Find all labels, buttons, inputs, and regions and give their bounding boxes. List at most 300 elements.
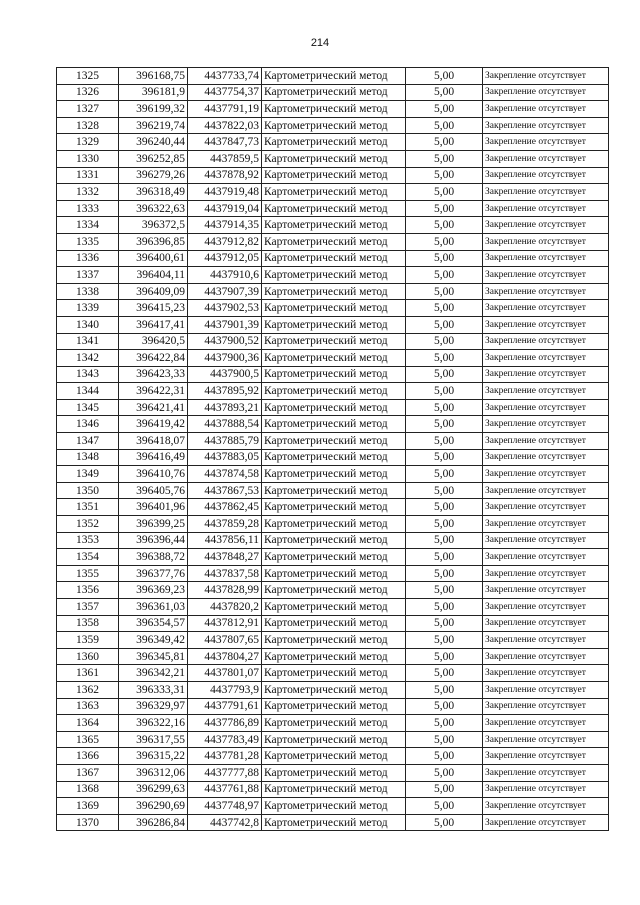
method-cell: Картометрический метод bbox=[262, 532, 406, 549]
table-row bbox=[57, 150, 609, 167]
y-coordinate-cell: 4437847,73 bbox=[188, 134, 262, 151]
method-cell: Картометрический метод bbox=[262, 599, 406, 616]
y-coordinate-cell: 4437761,88 bbox=[188, 781, 262, 798]
x-coordinate-cell: 396318,49 bbox=[119, 184, 188, 201]
x-coordinate-cell: 396409,09 bbox=[119, 283, 188, 300]
point-number-cell: 1367 bbox=[57, 764, 119, 781]
method-cell: Картометрический метод bbox=[262, 184, 406, 201]
fixing-cell: Закрепление отсутствует bbox=[483, 167, 609, 184]
x-coordinate-cell: 396399,25 bbox=[119, 516, 188, 533]
table-row bbox=[57, 599, 609, 616]
y-coordinate-cell: 4437893,21 bbox=[188, 399, 262, 416]
y-coordinate-cell: 4437900,5 bbox=[188, 366, 262, 383]
point-number-cell: 1339 bbox=[57, 300, 119, 317]
x-coordinate-cell: 396418,07 bbox=[119, 433, 188, 450]
point-number-cell: 1326 bbox=[57, 84, 119, 101]
method-cell: Картометрический метод bbox=[262, 731, 406, 748]
x-coordinate-cell: 396342,21 bbox=[119, 665, 188, 682]
error-cell: 5,00 bbox=[406, 449, 483, 466]
method-cell: Картометрический метод bbox=[262, 715, 406, 732]
fixing-cell: Закрепление отсутствует bbox=[483, 68, 609, 85]
y-coordinate-cell: 4437742,8 bbox=[188, 814, 262, 831]
point-number-cell: 1353 bbox=[57, 532, 119, 549]
method-cell: Картометрический метод bbox=[262, 781, 406, 798]
error-cell: 5,00 bbox=[406, 333, 483, 350]
method-cell: Картометрический метод bbox=[262, 316, 406, 333]
method-cell: Картометрический метод bbox=[262, 582, 406, 599]
point-number-cell: 1345 bbox=[57, 399, 119, 416]
fixing-cell: Закрепление отсутствует bbox=[483, 150, 609, 167]
y-coordinate-cell: 4437888,54 bbox=[188, 416, 262, 433]
table-row bbox=[57, 615, 609, 632]
error-cell: 5,00 bbox=[406, 565, 483, 582]
error-cell: 5,00 bbox=[406, 781, 483, 798]
table-row bbox=[57, 399, 609, 416]
method-cell: Картометрический метод bbox=[262, 681, 406, 698]
fixing-cell: Закрепление отсутствует bbox=[483, 781, 609, 798]
method-cell: Картометрический метод bbox=[262, 433, 406, 450]
error-cell: 5,00 bbox=[406, 250, 483, 267]
y-coordinate-cell: 4437919,04 bbox=[188, 200, 262, 217]
table-row bbox=[57, 333, 609, 350]
table-row bbox=[57, 731, 609, 748]
fixing-cell: Закрепление отсутствует bbox=[483, 449, 609, 466]
method-cell: Картометрический метод bbox=[262, 748, 406, 765]
point-number-cell: 1365 bbox=[57, 731, 119, 748]
x-coordinate-cell: 396396,44 bbox=[119, 532, 188, 549]
x-coordinate-cell: 396168,75 bbox=[119, 68, 188, 85]
method-cell: Картометрический метод bbox=[262, 217, 406, 234]
y-coordinate-cell: 4437822,03 bbox=[188, 117, 262, 134]
fixing-cell: Закрепление отсутствует bbox=[483, 117, 609, 134]
table-row bbox=[57, 383, 609, 400]
error-cell: 5,00 bbox=[406, 632, 483, 649]
fixing-cell: Закрепление отсутствует bbox=[483, 565, 609, 582]
table-row bbox=[57, 715, 609, 732]
fixing-cell: Закрепление отсутствует bbox=[483, 383, 609, 400]
y-coordinate-cell: 4437912,82 bbox=[188, 233, 262, 250]
method-cell: Картометрический метод bbox=[262, 134, 406, 151]
y-coordinate-cell: 4437791,61 bbox=[188, 698, 262, 715]
point-number-cell: 1366 bbox=[57, 748, 119, 765]
x-coordinate-cell: 396401,96 bbox=[119, 499, 188, 516]
method-cell: Картометрический метод bbox=[262, 764, 406, 781]
fixing-cell: Закрепление отсутствует bbox=[483, 549, 609, 566]
table-row bbox=[57, 814, 609, 831]
x-coordinate-cell: 396361,03 bbox=[119, 599, 188, 616]
method-cell: Картометрический метод bbox=[262, 283, 406, 300]
x-coordinate-cell: 396404,11 bbox=[119, 267, 188, 284]
y-coordinate-cell: 4437856,11 bbox=[188, 532, 262, 549]
fixing-cell: Закрепление отсутствует bbox=[483, 632, 609, 649]
point-number-cell: 1346 bbox=[57, 416, 119, 433]
error-cell: 5,00 bbox=[406, 798, 483, 815]
table-row bbox=[57, 366, 609, 383]
table-row bbox=[57, 300, 609, 317]
method-cell: Картометрический метод bbox=[262, 399, 406, 416]
fixing-cell: Закрепление отсутствует bbox=[483, 764, 609, 781]
table-row bbox=[57, 681, 609, 698]
x-coordinate-cell: 396329,97 bbox=[119, 698, 188, 715]
method-cell: Картометрический метод bbox=[262, 150, 406, 167]
point-number-cell: 1350 bbox=[57, 482, 119, 499]
error-cell: 5,00 bbox=[406, 582, 483, 599]
x-coordinate-cell: 396405,76 bbox=[119, 482, 188, 499]
fixing-cell: Закрепление отсутствует bbox=[483, 250, 609, 267]
fixing-cell: Закрепление отсутствует bbox=[483, 200, 609, 217]
page-number: 214 bbox=[310, 37, 330, 49]
point-number-cell: 1355 bbox=[57, 565, 119, 582]
x-coordinate-cell: 396199,32 bbox=[119, 101, 188, 118]
error-cell: 5,00 bbox=[406, 549, 483, 566]
x-coordinate-cell: 396181,9 bbox=[119, 84, 188, 101]
y-coordinate-cell: 4437878,92 bbox=[188, 167, 262, 184]
y-coordinate-cell: 4437733,74 bbox=[188, 68, 262, 85]
point-number-cell: 1336 bbox=[57, 250, 119, 267]
error-cell: 5,00 bbox=[406, 233, 483, 250]
table-row bbox=[57, 549, 609, 566]
y-coordinate-cell: 4437820,2 bbox=[188, 599, 262, 616]
y-coordinate-cell: 4437801,07 bbox=[188, 665, 262, 682]
method-cell: Картометрический метод bbox=[262, 615, 406, 632]
point-number-cell: 1368 bbox=[57, 781, 119, 798]
error-cell: 5,00 bbox=[406, 84, 483, 101]
method-cell: Картометрический метод bbox=[262, 648, 406, 665]
table-row bbox=[57, 167, 609, 184]
x-coordinate-cell: 396422,31 bbox=[119, 383, 188, 400]
method-cell: Картометрический метод bbox=[262, 366, 406, 383]
method-cell: Картометрический метод bbox=[262, 267, 406, 284]
point-number-cell: 1331 bbox=[57, 167, 119, 184]
method-cell: Картометрический метод bbox=[262, 167, 406, 184]
x-coordinate-cell: 396219,74 bbox=[119, 117, 188, 134]
point-number-cell: 1359 bbox=[57, 632, 119, 649]
point-number-cell: 1329 bbox=[57, 134, 119, 151]
point-number-cell: 1343 bbox=[57, 366, 119, 383]
point-number-cell: 1364 bbox=[57, 715, 119, 732]
point-number-cell: 1361 bbox=[57, 665, 119, 682]
fixing-cell: Закрепление отсутствует bbox=[483, 466, 609, 483]
method-cell: Картометрический метод bbox=[262, 200, 406, 217]
x-coordinate-cell: 396422,84 bbox=[119, 350, 188, 367]
y-coordinate-cell: 4437791,19 bbox=[188, 101, 262, 118]
table-row bbox=[57, 781, 609, 798]
fixing-cell: Закрепление отсутствует bbox=[483, 399, 609, 416]
x-coordinate-cell: 396416,49 bbox=[119, 449, 188, 466]
point-number-cell: 1341 bbox=[57, 333, 119, 350]
error-cell: 5,00 bbox=[406, 482, 483, 499]
fixing-cell: Закрепление отсутствует bbox=[483, 316, 609, 333]
y-coordinate-cell: 4437804,27 bbox=[188, 648, 262, 665]
x-coordinate-cell: 396299,63 bbox=[119, 781, 188, 798]
point-number-cell: 1330 bbox=[57, 150, 119, 167]
coordinates-table bbox=[56, 67, 609, 831]
error-cell: 5,00 bbox=[406, 731, 483, 748]
table-row bbox=[57, 267, 609, 284]
table-row bbox=[57, 532, 609, 549]
x-coordinate-cell: 396372,5 bbox=[119, 217, 188, 234]
y-coordinate-cell: 4437907,39 bbox=[188, 283, 262, 300]
x-coordinate-cell: 396240,44 bbox=[119, 134, 188, 151]
point-number-cell: 1344 bbox=[57, 383, 119, 400]
table-row bbox=[57, 200, 609, 217]
fixing-cell: Закрепление отсутствует bbox=[483, 715, 609, 732]
table-row bbox=[57, 350, 609, 367]
table-row bbox=[57, 582, 609, 599]
fixing-cell: Закрепление отсутствует bbox=[483, 416, 609, 433]
fixing-cell: Закрепление отсутствует bbox=[483, 615, 609, 632]
table-row bbox=[57, 748, 609, 765]
y-coordinate-cell: 4437859,5 bbox=[188, 150, 262, 167]
error-cell: 5,00 bbox=[406, 516, 483, 533]
method-cell: Картометрический метод bbox=[262, 68, 406, 85]
point-number-cell: 1369 bbox=[57, 798, 119, 815]
table-row bbox=[57, 499, 609, 516]
point-number-cell: 1349 bbox=[57, 466, 119, 483]
point-number-cell: 1334 bbox=[57, 217, 119, 234]
error-cell: 5,00 bbox=[406, 350, 483, 367]
method-cell: Картометрический метод bbox=[262, 416, 406, 433]
y-coordinate-cell: 4437901,39 bbox=[188, 316, 262, 333]
method-cell: Картометрический метод bbox=[262, 798, 406, 815]
point-number-cell: 1338 bbox=[57, 283, 119, 300]
error-cell: 5,00 bbox=[406, 101, 483, 118]
fixing-cell: Закрепление отсутствует bbox=[483, 300, 609, 317]
fixing-cell: Закрепление отсутствует bbox=[483, 233, 609, 250]
fixing-cell: Закрепление отсутствует bbox=[483, 582, 609, 599]
error-cell: 5,00 bbox=[406, 167, 483, 184]
x-coordinate-cell: 396420,5 bbox=[119, 333, 188, 350]
error-cell: 5,00 bbox=[406, 217, 483, 234]
x-coordinate-cell: 396317,55 bbox=[119, 731, 188, 748]
error-cell: 5,00 bbox=[406, 283, 483, 300]
x-coordinate-cell: 396333,31 bbox=[119, 681, 188, 698]
error-cell: 5,00 bbox=[406, 267, 483, 284]
method-cell: Картометрический метод bbox=[262, 565, 406, 582]
fixing-cell: Закрепление отсутствует bbox=[483, 814, 609, 831]
y-coordinate-cell: 4437859,28 bbox=[188, 516, 262, 533]
fixing-cell: Закрепление отсутствует bbox=[483, 350, 609, 367]
method-cell: Картометрический метод bbox=[262, 632, 406, 649]
table-row bbox=[57, 217, 609, 234]
x-coordinate-cell: 396290,69 bbox=[119, 798, 188, 815]
error-cell: 5,00 bbox=[406, 316, 483, 333]
y-coordinate-cell: 4437777,88 bbox=[188, 764, 262, 781]
x-coordinate-cell: 396369,23 bbox=[119, 582, 188, 599]
point-number-cell: 1362 bbox=[57, 681, 119, 698]
point-number-cell: 1356 bbox=[57, 582, 119, 599]
y-coordinate-cell: 4437910,6 bbox=[188, 267, 262, 284]
fixing-cell: Закрепление отсутствует bbox=[483, 184, 609, 201]
fixing-cell: Закрепление отсутствует bbox=[483, 798, 609, 815]
table-row bbox=[57, 283, 609, 300]
fixing-cell: Закрепление отсутствует bbox=[483, 101, 609, 118]
point-number-cell: 1357 bbox=[57, 599, 119, 616]
y-coordinate-cell: 4437793,9 bbox=[188, 681, 262, 698]
point-number-cell: 1358 bbox=[57, 615, 119, 632]
table-row bbox=[57, 764, 609, 781]
table-row bbox=[57, 416, 609, 433]
error-cell: 5,00 bbox=[406, 681, 483, 698]
method-cell: Картометрический метод bbox=[262, 233, 406, 250]
fixing-cell: Закрепление отсутствует bbox=[483, 217, 609, 234]
y-coordinate-cell: 4437754,37 bbox=[188, 84, 262, 101]
x-coordinate-cell: 396312,06 bbox=[119, 764, 188, 781]
error-cell: 5,00 bbox=[406, 764, 483, 781]
method-cell: Картометрический метод bbox=[262, 499, 406, 516]
y-coordinate-cell: 4437837,58 bbox=[188, 565, 262, 582]
x-coordinate-cell: 396315,22 bbox=[119, 748, 188, 765]
x-coordinate-cell: 396400,61 bbox=[119, 250, 188, 267]
table-row bbox=[57, 68, 609, 85]
y-coordinate-cell: 4437883,05 bbox=[188, 449, 262, 466]
y-coordinate-cell: 4437902,53 bbox=[188, 300, 262, 317]
x-coordinate-cell: 396286,84 bbox=[119, 814, 188, 831]
method-cell: Картометрический метод bbox=[262, 549, 406, 566]
error-cell: 5,00 bbox=[406, 748, 483, 765]
y-coordinate-cell: 4437900,36 bbox=[188, 350, 262, 367]
fixing-cell: Закрепление отсутствует bbox=[483, 267, 609, 284]
error-cell: 5,00 bbox=[406, 814, 483, 831]
error-cell: 5,00 bbox=[406, 615, 483, 632]
y-coordinate-cell: 4437912,05 bbox=[188, 250, 262, 267]
y-coordinate-cell: 4437862,45 bbox=[188, 499, 262, 516]
fixing-cell: Закрепление отсутствует bbox=[483, 516, 609, 533]
point-number-cell: 1363 bbox=[57, 698, 119, 715]
error-cell: 5,00 bbox=[406, 416, 483, 433]
error-cell: 5,00 bbox=[406, 499, 483, 516]
point-number-cell: 1337 bbox=[57, 267, 119, 284]
x-coordinate-cell: 396396,85 bbox=[119, 233, 188, 250]
y-coordinate-cell: 4437807,65 bbox=[188, 632, 262, 649]
method-cell: Картометрический метод bbox=[262, 101, 406, 118]
x-coordinate-cell: 396279,26 bbox=[119, 167, 188, 184]
method-cell: Картометрический метод bbox=[262, 333, 406, 350]
table-row bbox=[57, 250, 609, 267]
x-coordinate-cell: 396423,33 bbox=[119, 366, 188, 383]
x-coordinate-cell: 396417,41 bbox=[119, 316, 188, 333]
x-coordinate-cell: 396415,23 bbox=[119, 300, 188, 317]
table-row bbox=[57, 632, 609, 649]
y-coordinate-cell: 4437914,35 bbox=[188, 217, 262, 234]
y-coordinate-cell: 4437783,49 bbox=[188, 731, 262, 748]
method-cell: Картометрический метод bbox=[262, 300, 406, 317]
point-number-cell: 1351 bbox=[57, 499, 119, 516]
error-cell: 5,00 bbox=[406, 648, 483, 665]
method-cell: Картометрический метод bbox=[262, 449, 406, 466]
point-number-cell: 1370 bbox=[57, 814, 119, 831]
point-number-cell: 1360 bbox=[57, 648, 119, 665]
point-number-cell: 1347 bbox=[57, 433, 119, 450]
x-coordinate-cell: 396354,57 bbox=[119, 615, 188, 632]
x-coordinate-cell: 396252,85 bbox=[119, 150, 188, 167]
method-cell: Картометрический метод bbox=[262, 814, 406, 831]
method-cell: Картометрический метод bbox=[262, 250, 406, 267]
point-number-cell: 1327 bbox=[57, 101, 119, 118]
error-cell: 5,00 bbox=[406, 665, 483, 682]
point-number-cell: 1354 bbox=[57, 549, 119, 566]
table-row bbox=[57, 84, 609, 101]
fixing-cell: Закрепление отсутствует bbox=[483, 599, 609, 616]
table-row bbox=[57, 482, 609, 499]
fixing-cell: Закрепление отсутствует bbox=[483, 366, 609, 383]
method-cell: Картометрический метод bbox=[262, 698, 406, 715]
table-row bbox=[57, 449, 609, 466]
table-row bbox=[57, 316, 609, 333]
method-cell: Картометрический метод bbox=[262, 117, 406, 134]
table-row bbox=[57, 433, 609, 450]
point-number-cell: 1332 bbox=[57, 184, 119, 201]
error-cell: 5,00 bbox=[406, 366, 483, 383]
y-coordinate-cell: 4437781,28 bbox=[188, 748, 262, 765]
error-cell: 5,00 bbox=[406, 184, 483, 201]
y-coordinate-cell: 4437867,53 bbox=[188, 482, 262, 499]
fixing-cell: Закрепление отсутствует bbox=[483, 333, 609, 350]
fixing-cell: Закрепление отсутствует bbox=[483, 698, 609, 715]
error-cell: 5,00 bbox=[406, 433, 483, 450]
fixing-cell: Закрепление отсутствует bbox=[483, 748, 609, 765]
point-number-cell: 1333 bbox=[57, 200, 119, 217]
point-number-cell: 1352 bbox=[57, 516, 119, 533]
y-coordinate-cell: 4437828,99 bbox=[188, 582, 262, 599]
table-row bbox=[57, 466, 609, 483]
x-coordinate-cell: 396421,41 bbox=[119, 399, 188, 416]
y-coordinate-cell: 4437812,91 bbox=[188, 615, 262, 632]
point-number-cell: 1340 bbox=[57, 316, 119, 333]
table-row bbox=[57, 233, 609, 250]
y-coordinate-cell: 4437895,92 bbox=[188, 383, 262, 400]
error-cell: 5,00 bbox=[406, 200, 483, 217]
table-row bbox=[57, 117, 609, 134]
table-row bbox=[57, 798, 609, 815]
method-cell: Картометрический метод bbox=[262, 482, 406, 499]
table-row bbox=[57, 184, 609, 201]
error-cell: 5,00 bbox=[406, 399, 483, 416]
error-cell: 5,00 bbox=[406, 300, 483, 317]
x-coordinate-cell: 396388,72 bbox=[119, 549, 188, 566]
table-row bbox=[57, 648, 609, 665]
fixing-cell: Закрепление отсутствует bbox=[483, 283, 609, 300]
error-cell: 5,00 bbox=[406, 150, 483, 167]
table-row bbox=[57, 665, 609, 682]
fixing-cell: Закрепление отсутствует bbox=[483, 665, 609, 682]
table-row bbox=[57, 698, 609, 715]
method-cell: Картометрический метод bbox=[262, 665, 406, 682]
y-coordinate-cell: 4437885,79 bbox=[188, 433, 262, 450]
y-coordinate-cell: 4437874,58 bbox=[188, 466, 262, 483]
fixing-cell: Закрепление отсутствует bbox=[483, 84, 609, 101]
y-coordinate-cell: 4437748,97 bbox=[188, 798, 262, 815]
y-coordinate-cell: 4437900,52 bbox=[188, 333, 262, 350]
error-cell: 5,00 bbox=[406, 532, 483, 549]
fixing-cell: Закрепление отсутствует bbox=[483, 482, 609, 499]
y-coordinate-cell: 4437919,48 bbox=[188, 184, 262, 201]
x-coordinate-cell: 396349,42 bbox=[119, 632, 188, 649]
x-coordinate-cell: 396322,63 bbox=[119, 200, 188, 217]
table-row bbox=[57, 516, 609, 533]
method-cell: Картометрический метод bbox=[262, 350, 406, 367]
error-cell: 5,00 bbox=[406, 715, 483, 732]
method-cell: Картометрический метод bbox=[262, 84, 406, 101]
method-cell: Картометрический метод bbox=[262, 516, 406, 533]
method-cell: Картометрический метод bbox=[262, 383, 406, 400]
x-coordinate-cell: 396345,81 bbox=[119, 648, 188, 665]
error-cell: 5,00 bbox=[406, 117, 483, 134]
point-number-cell: 1342 bbox=[57, 350, 119, 367]
table-body bbox=[57, 68, 609, 831]
x-coordinate-cell: 396410,76 bbox=[119, 466, 188, 483]
x-coordinate-cell: 396322,16 bbox=[119, 715, 188, 732]
